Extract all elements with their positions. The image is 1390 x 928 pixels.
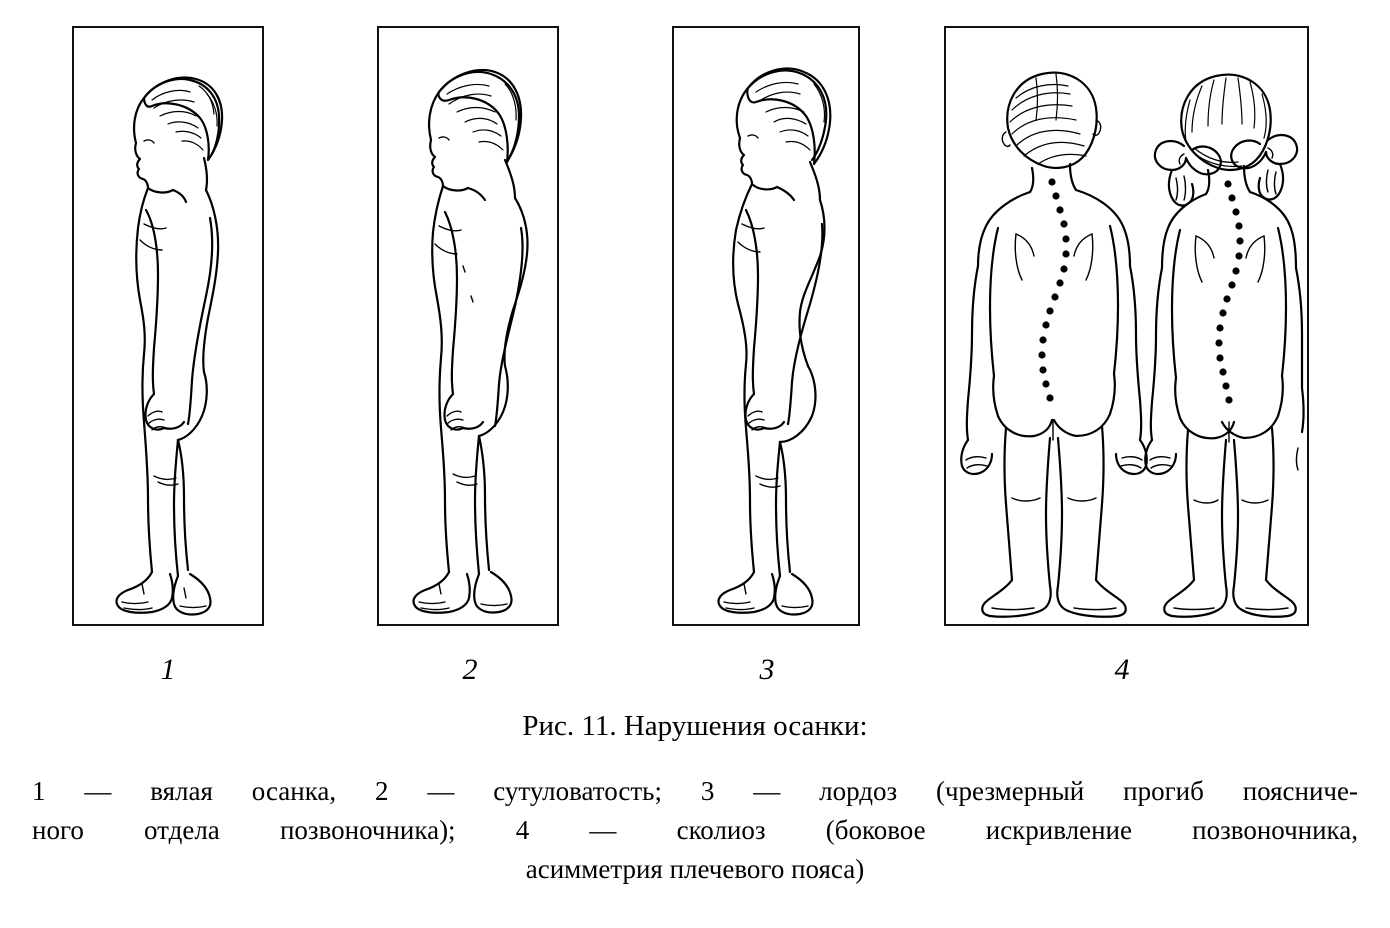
illustration-back-view-pair	[946, 28, 1307, 624]
panel-label-1: 1	[160, 653, 176, 686]
illustration-side-view-3	[674, 28, 858, 624]
illustration-side-view-2	[379, 28, 557, 624]
figure-caption-title: Рис. 11. Нарушения осанки:	[522, 710, 868, 742]
caption-line-2: ного отдела позвоночника); 4 — сколиоз (боковое искривление позвоночника,	[32, 815, 1358, 845]
caption-line-3: асимметрия плечевого пояса)	[525, 854, 865, 884]
caption-line-1: 1 — вялая осанка, 2 — сутуловатость; 3 — лордоз (чрезмерный прогиб поясниче-	[32, 776, 1358, 806]
panel-3-lordosis	[672, 26, 860, 626]
illustration-side-view-1	[74, 28, 262, 624]
panel-label-2: 2	[462, 653, 478, 686]
panel-label-4: 4	[1114, 653, 1130, 686]
figure-boy-back	[961, 73, 1147, 617]
panel-2-stooped-posture	[377, 26, 559, 626]
panel-label-3: 3	[759, 653, 775, 686]
figure-girl-back	[1145, 75, 1303, 617]
figure-caption-body	[18, 772, 1372, 889]
panel-4-scoliosis	[944, 26, 1309, 626]
panel-1-flaccid-posture	[72, 26, 264, 626]
